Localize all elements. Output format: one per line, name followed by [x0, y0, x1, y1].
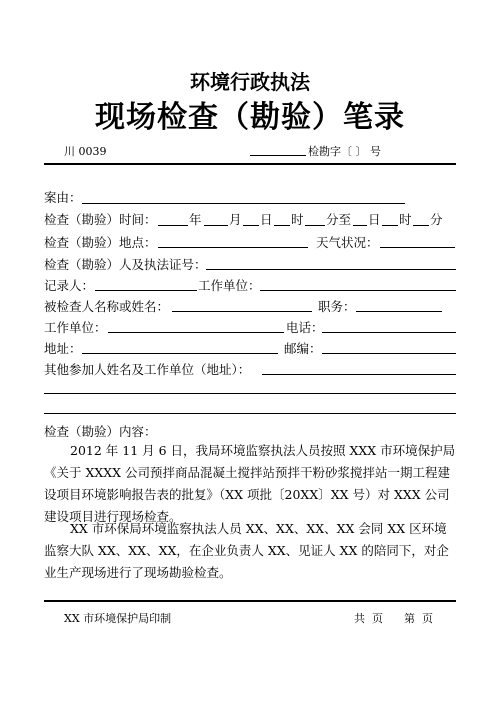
weather-label: 天气状况：	[316, 235, 379, 250]
case-blank[interactable]	[82, 203, 405, 204]
location-blank[interactable]	[158, 247, 308, 248]
work-unit-label-2: 工作单位：	[44, 320, 107, 335]
minute2-blank[interactable]	[413, 225, 429, 226]
ref-number-blank[interactable]	[250, 155, 306, 156]
header-divider	[44, 163, 456, 165]
year-label: 年	[189, 212, 202, 227]
form-title-line2: 现场检查（勘验）笔录	[95, 100, 405, 135]
content-paragraph-1-text: 2012 年 11 月 6 日，我局环境监察执法人员按照 XXX 市环境保护局《关于 XXXX 公司预拌商品混凝土搅拌站预拌干粉砂浆搅拌站一期工程建设项目环境影响报告表的批复》（XX 项批〔20XX〕XX 号）对 XXX 公司建设项目进行现场检查。	[44, 443, 456, 524]
content-paragraph-2-text: XX 市环保局环境监察执法人员 XX、XX、XX、XX 会同 XX 区环境监察大队 XX、XX、XX，在企业负责人 XX、见证人 XX 的陪同下，对企业生产现场进行了现场勘验检查。	[44, 521, 449, 580]
doc-code: 川 0039	[64, 145, 107, 158]
min-label: 分	[430, 212, 443, 227]
postcode-label: 邮编：	[284, 341, 322, 356]
content-paragraph-2	[44, 518, 458, 584]
content-label: 检查（勘验）内容：	[44, 424, 157, 439]
inspected-name-blank[interactable]	[172, 311, 312, 312]
printer-label: XX 市环境保护局印制	[64, 612, 172, 625]
hour1-blank[interactable]	[274, 225, 290, 226]
year-blank[interactable]	[158, 225, 188, 226]
minute1-blank[interactable]	[305, 225, 325, 226]
page-count: 共 页 第 页	[354, 612, 433, 625]
content-paragraph-1	[44, 440, 458, 528]
phone-blank[interactable]	[322, 332, 456, 333]
inspector-blank[interactable]	[206, 269, 456, 270]
inspector-label: 检查（勘验）人及执法证号：	[44, 257, 207, 272]
form-title-line1: 环境行政执法	[190, 70, 310, 94]
position-blank[interactable]	[356, 311, 442, 312]
inspected-name-label: 被检查人名称或姓名：	[44, 299, 170, 314]
day1-label: 日	[260, 212, 273, 227]
hour2-label: 时	[399, 212, 412, 227]
month-blank[interactable]	[204, 225, 228, 226]
hour1-label: 时	[291, 212, 304, 227]
time-label: 检查（勘验）时间：	[44, 212, 157, 227]
others-label: 其他参加人姓名及工作单位（地址）：	[44, 362, 251, 377]
address-blank[interactable]	[82, 353, 278, 354]
min-to-label: 分至	[326, 212, 352, 227]
recorder-blank[interactable]	[95, 290, 197, 291]
others-blank[interactable]	[262, 374, 456, 375]
day2-blank[interactable]	[353, 225, 367, 226]
weather-blank[interactable]	[380, 247, 455, 248]
others-blank-line-3[interactable]	[44, 413, 456, 414]
position-label: 职务：	[318, 299, 356, 314]
work-unit-blank-1[interactable]	[260, 290, 456, 291]
hour2-blank[interactable]	[382, 225, 398, 226]
case-label: 案由：	[44, 190, 82, 205]
others-blank-line-2[interactable]	[44, 393, 456, 394]
location-label: 检查（勘验）地点：	[44, 235, 157, 250]
address-label: 地址：	[44, 341, 82, 356]
phone-label: 电话：	[286, 320, 324, 335]
footer-divider	[44, 600, 456, 602]
work-unit-blank-2[interactable]	[108, 332, 284, 333]
day2-label: 日	[368, 212, 381, 227]
work-unit-label-1: 工作单位：	[198, 278, 261, 293]
postcode-blank[interactable]	[322, 353, 456, 354]
month-label: 月	[229, 212, 242, 227]
ref-text: 检勘字〔 〕 号	[308, 145, 381, 158]
recorder-label: 记录人：	[44, 278, 95, 293]
day1-blank[interactable]	[243, 225, 259, 226]
